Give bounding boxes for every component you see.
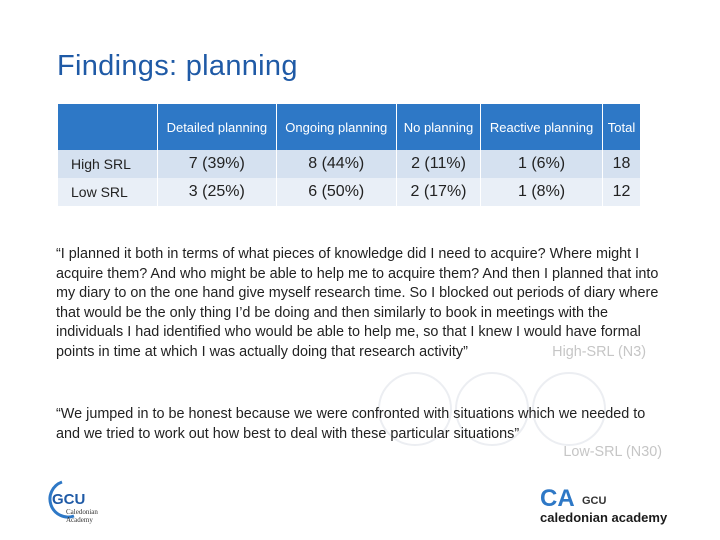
- table-cell: 2 (11%): [396, 150, 480, 178]
- quote-text: “I planned it both in terms of what pieces of knowledge did I need to acquire? Where might I acquire them? And who might be able to help me to acquire them? And then I planned that into my diary to on the one hand give myself research time. So I blocked out periods of diary where that would be the only thing I’d be doing and then similarly to book in meetings with the individuals I had identified who would be able to help me, so that I knew I would have formal points in time at which I was actually doing that research activity”: [56, 246, 659, 360]
- gcu-logo: [44, 478, 118, 528]
- quote-citation: High-SRL (N3): [552, 343, 646, 360]
- table-cell: 1 (6%): [481, 150, 603, 178]
- table-header-row: [58, 104, 640, 150]
- ca-logo-name: caledonian academy: [540, 510, 668, 525]
- findings-table: [58, 104, 640, 206]
- caledonian-academy-logo: [538, 484, 700, 528]
- table-row: [58, 150, 640, 178]
- gcu-logo-line: Caledonian: [66, 508, 98, 516]
- table-cell: 6 (50%): [276, 178, 396, 206]
- table-cell: 12: [602, 178, 640, 206]
- gcu-logo-text: GCU: [52, 491, 86, 508]
- row-label: Low SRL: [58, 178, 158, 206]
- table-cell: 8 (44%): [276, 150, 396, 178]
- row-label: High SRL: [58, 150, 158, 178]
- header-cell-blank: [58, 104, 158, 150]
- ca-logo-mark: CA: [540, 485, 575, 512]
- page-title: Findings: planning: [57, 50, 298, 82]
- table-row: [58, 178, 640, 206]
- quote-low-srl: [56, 405, 666, 444]
- table-cell: 18: [602, 150, 640, 178]
- header-cell-ongoing: Ongoing planning: [276, 104, 396, 150]
- quote-high-srl: [56, 245, 666, 362]
- ca-logo-sub: GCU: [582, 495, 607, 507]
- quote-citation: Low-SRL (N30): [563, 444, 662, 460]
- header-cell-reactive: Reactive planning: [481, 104, 603, 150]
- gcu-logo-mark: [44, 478, 118, 528]
- table-cell: 3 (25%): [158, 178, 277, 206]
- table-cell: 1 (8%): [481, 178, 603, 206]
- table-cell: 7 (39%): [158, 150, 277, 178]
- table-cell: 2 (17%): [396, 178, 480, 206]
- caledonian-academy-logo-mark: [538, 484, 700, 528]
- gcu-logo-line: Academy: [66, 516, 93, 524]
- header-cell-detailed: Detailed planning: [158, 104, 277, 150]
- header-cell-total: Total: [602, 104, 640, 150]
- quote-text: “We jumped in to be honest because we were confronted with situations which we needed to and we tried to work out how best to deal with these particular situations”: [56, 406, 646, 442]
- header-cell-no-planning: No planning: [396, 104, 480, 150]
